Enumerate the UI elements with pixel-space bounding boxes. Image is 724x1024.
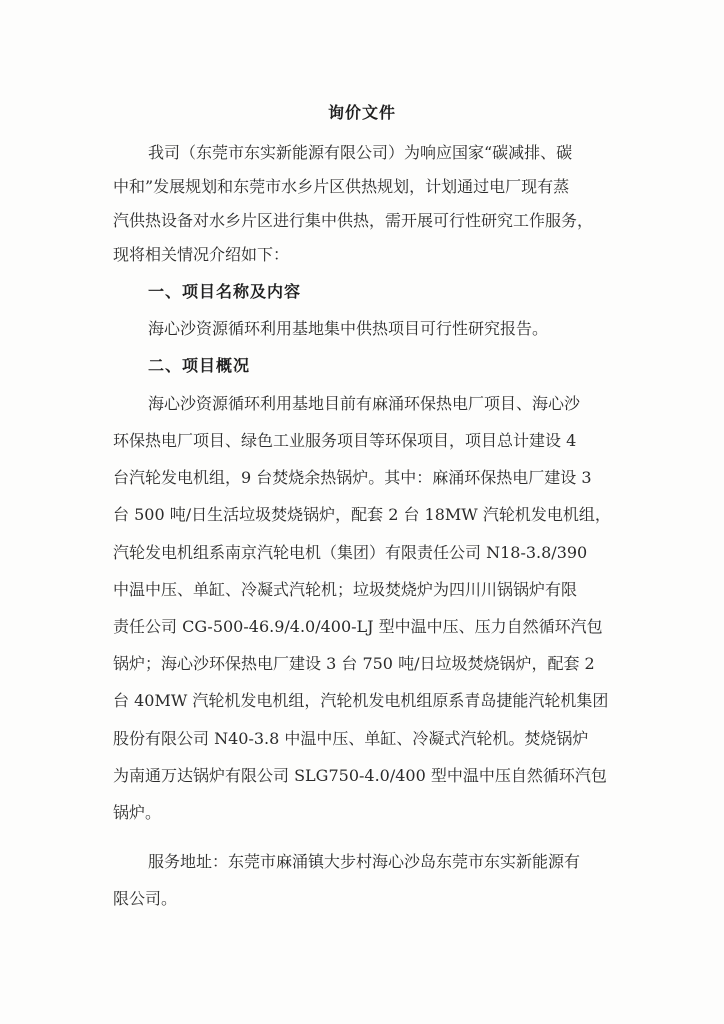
section2-line-11: 为南通万达锅炉有限公司 SLG750-4.0/400 型中温中压自然循环汽包 bbox=[113, 766, 607, 785]
section2-line-1: 海心沙资源循环利用基地目前有麻涌环保热电厂项目、海心沙 bbox=[148, 394, 581, 413]
service-address-line-2: 限公司。 bbox=[113, 889, 178, 908]
section1-body: 海心沙资源循环利用基地集中供热项目可行性研究报告。 bbox=[148, 319, 549, 338]
section2-line-7: 责任公司 CG-500-46.9/4.0/400-LJ 型中温中压、压力自然循环汽包 bbox=[113, 617, 603, 636]
section2-line-3: 台汽轮发电机组，9 台焚烧余热锅炉。其中：麻涌环保热电厂建设 3 bbox=[113, 468, 592, 487]
section2-line-9: 台 40MW 汽轮机发电机组，汽轮机发电机组原系青岛捷能汽轮机集团 bbox=[113, 691, 609, 710]
intro-line-4: 现将相关情况介绍如下： bbox=[113, 245, 290, 264]
section2-line-2: 环保热电厂项目、绿色工业服务项目等环保项目，项目总计建设 4 bbox=[113, 431, 577, 450]
document-title: 询价文件 bbox=[327, 103, 396, 122]
intro-line-3: 汽供热设备对水乡片区进行集中供热，需开展可行性研究工作服务， bbox=[113, 211, 594, 230]
section2-line-8: 锅炉；海心沙环保热电厂建设 3 台 750 吨/日垃圾焚烧锅炉，配套 2 bbox=[113, 654, 595, 673]
section2-line-4: 台 500 吨/日生活垃圾焚烧锅炉，配套 2 台 18MW 汽轮机发电机组， bbox=[113, 505, 611, 524]
section2-line-12: 锅炉。 bbox=[113, 803, 162, 822]
section1-heading: 一、项目名称及内容 bbox=[148, 282, 302, 301]
section2-line-5: 汽轮发电机组系南京汽轮电机（集团）有限责任公司 N18-3.8/390 bbox=[113, 543, 588, 562]
intro-line-2: 中和”发展规划和东莞市水乡片区供热规划，计划通过电厂现有蒸 bbox=[113, 177, 570, 196]
section2-line-6: 中温中压、单缸、冷凝式汽轮机；垃圾焚烧炉为四川川锅锅炉有限 bbox=[113, 580, 578, 599]
intro-line-1: 我司（东莞市东实新能源有限公司）为响应国家“碳减排、碳 bbox=[148, 143, 573, 162]
section2-heading: 二、项目概况 bbox=[148, 356, 251, 375]
service-address-line-1: 服务地址：东莞市麻涌镇大步村海心沙岛东莞市东实新能源有 bbox=[148, 852, 581, 871]
section2-line-10: 股份有限公司 N40-3.8 中温中压、单缸、冷凝式汽轮机。焚烧锅炉 bbox=[113, 729, 589, 748]
